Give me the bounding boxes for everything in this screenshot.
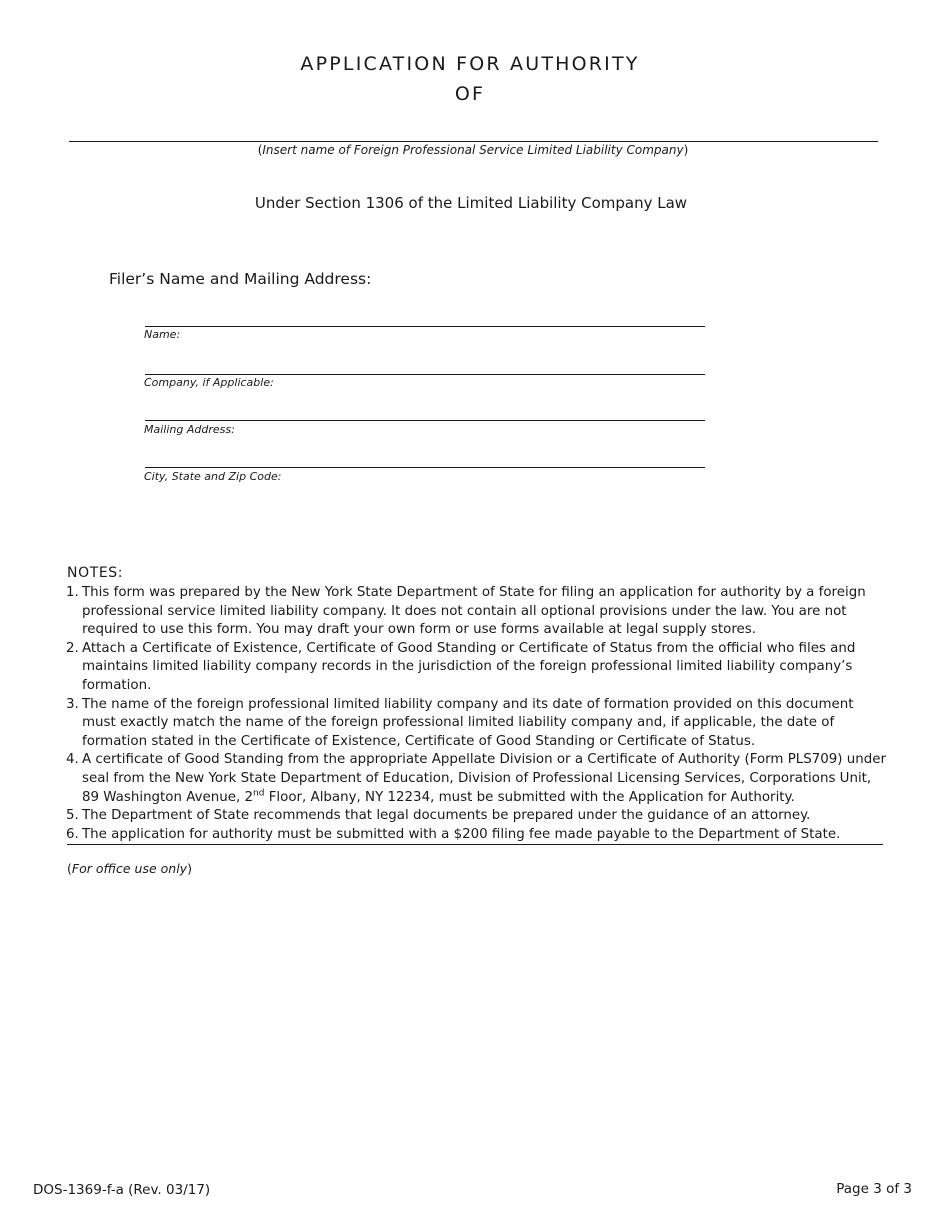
company-field[interactable] <box>145 374 705 375</box>
note-text: This form was prepared by the New York State Department of State for filing an application for authority by a foreign professional service limited liability company. It does not contain all optional provisions under the law. You are not required to use this form. You may draft your own form or use forms available at legal supply stores. <box>82 585 866 638</box>
company-name-caption: (Insert name of Foreign Professional Service Limited Liability Company) <box>257 143 689 157</box>
name-field-label: Name: <box>144 328 181 341</box>
form-id: DOS-1369-f-a (Rev. 03/17) <box>33 1182 211 1198</box>
note-text: The name of the foreign professional limited liability company and its date of formation provided on this document must exactly match the name of the foreign professional limited liability company and, if applicable, the date of formation stated in the Certificate of Existence, Certificate of Good Standing or Certificate of Status. <box>82 696 854 749</box>
filer-heading: Filer’s Name and Mailing Address: <box>109 270 372 288</box>
city-state-zip-field[interactable] <box>145 467 705 468</box>
note-text: The application for authority must be submitted with a $200 filing fee made payable to the Department of State. <box>82 826 841 842</box>
note-item: 3. The name of the foreign professional limited liability company and its date of formation provided on this document must exactly match the name of the foreign professional limited liability company and, if applicable, the date of formation stated in the Certificate of Existence, Certificate of Good Standing or Certificate of Status. <box>66 696 854 749</box>
notes-heading: NOTES: <box>67 565 124 581</box>
note-text: Attach a Certificate of Existence, Certificate of Good Standing or Certificate of Status from the official who files and maintains limited liability company records in the jurisdiction of the foreign professional limited liability company’s formation. <box>82 640 856 693</box>
city-state-zip-field-label: City, State and Zip Code: <box>144 470 282 483</box>
note-item: 6. The application for authority must be submitted with a $200 filing fee made payable to the Department of State. <box>66 826 841 842</box>
name-field[interactable] <box>145 326 705 327</box>
section-reference: Under Section 1306 of the Limited Liability Company Law <box>254 194 688 212</box>
note-item: 5. The Department of State recommends that legal documents be prepared under the guidance of an attorney. <box>66 808 811 824</box>
note-item: 1. This form was prepared by the New York State Department of State for filing an application for authority by a foreign professional service limited liability company. It does not contain all optional provisions under the law. You are not required to use this form. You may draft your own form or use forms available at legal supply stores. <box>66 585 866 638</box>
note-text: A certificate of Good Standing from the appropriate Appellate Division or a Certificate of Authority (Form PLS709) under seal from the New York State Department of Education, Division of Professional Licensing Services, Corporations Unit, 89 Washington Avenue, 2nd Floor, Albany, NY 12234, must be submitted with the Application for Authority. <box>82 752 886 805</box>
note-text: The Department of State recommends that legal documents be prepared under the guidance of an attorney. <box>82 808 811 824</box>
mailing-address-field-label: Mailing Address: <box>144 423 235 436</box>
notes-list <box>66 584 886 844</box>
mailing-address-field[interactable] <box>145 420 705 421</box>
note-item: 2. Attach a Certificate of Existence, Certificate of Good Standing or Certificate of Status from the official who files and maintains limited liability company records in the jurisdiction of the foreign professional limited liability company’s formation. <box>66 640 856 693</box>
form-title: APPLICATION FOR AUTHORITY <box>300 53 640 75</box>
office-use-label: (For office use only) <box>67 861 192 876</box>
note-item: 4. A certificate of Good Standing from the appropriate Appellate Division or a Certificate of Authority (Form PLS709) under seal from the New York State Department of Education, Division of Professional Licensing Services, Corporations Unit, 89 Washington Avenue, 2nd Floor, Albany, NY 12234, must be submitted with the Application for Authority. <box>66 752 886 805</box>
office-use-divider <box>67 844 883 845</box>
company-name-line[interactable] <box>69 141 878 142</box>
page-number: Page 3 of 3 <box>836 1181 912 1197</box>
company-field-label: Company, if Applicable: <box>144 376 274 389</box>
form-title-of: OF <box>454 83 486 105</box>
